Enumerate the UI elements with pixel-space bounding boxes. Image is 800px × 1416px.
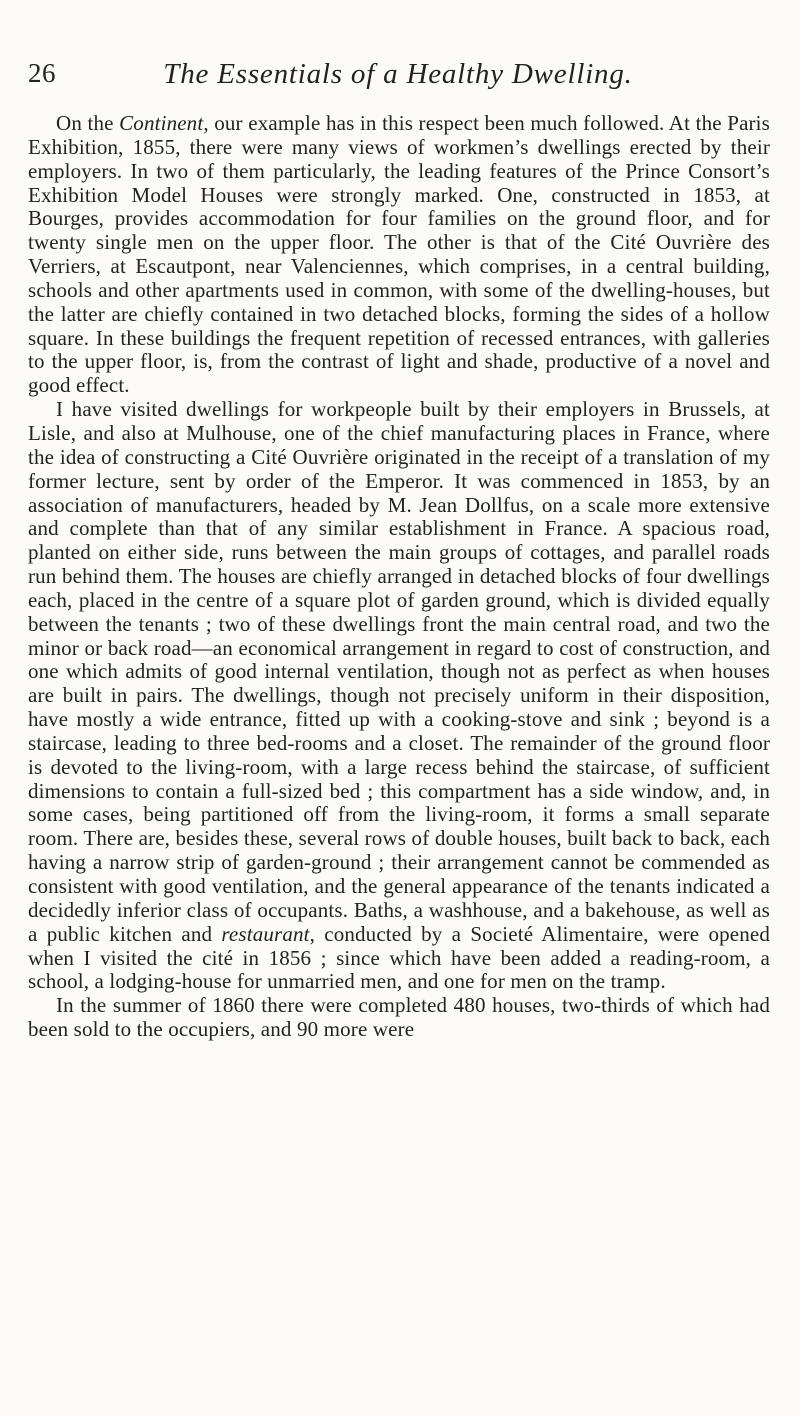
- italic-term: Continent: [119, 111, 204, 135]
- running-title: The Essentials of a Healthy Dwelling.: [163, 58, 633, 90]
- paragraph-text: , conducted by a Societé Alimentaire, were opened when I visited the cité in 1856 ; since which have been added a reading-room, a school, a lodging-house for unmarried men, and one for men on the tramp.: [28, 921, 770, 994]
- paragraph-text: I have visited dwellings for workpeople built by their employers in Brussels, at Lisle, and also at Mulhouse, one of the chief manufacturing places in France, where the idea of constructing a Cité Ouvrière originated in the receipt of a translation of my former lecture, sent by order of the Emperor. It was commenced in 1853, by an association of manufacturers, headed by M. Jean Dollfus, on a scale more extensive and complete than that of any similar establishment in France. A spacious road, planted on either side, runs between the main groups of cottages, and parallel roads run behind them. The houses are chiefly arranged in detached blocks of four dwellings each, placed in the centre of a square plot of garden ground, which is divided equally between the tenants ; two of these dwellings front the main central road, and two the minor or back road—an economical arrangement in regard to cost of construction, and one which admits of good internal ventilation, though not as perfect as when houses are built in pairs. The dwellings, though not precisely uniform in their disposition, have mostly a wide entrance, fitted up with a cooking-stove and sink ; beyond is a staircase, leading to three bed-rooms and a closet. The remainder of the ground floor is devoted to the living-room, with a large recess behind the staircase, of sufficient dimensions to contain a full-sized bed ; this compartment has a side window, and, in some cases, being partitioned off from the living-room, it forms a small separate room. There are, besides these, several rows of double houses, built back to back, each having a narrow strip of garden-ground ; their arrangement cannot be commended as consistent with good ventilation, and the general appearance of the tenants indicated a decidedly inferior class of occupants. Baths, a washhouse, and a bakehouse, as well as a public kitchen and: [28, 397, 770, 946]
- page-number: 26: [28, 58, 56, 88]
- paragraph-text: On the: [56, 111, 120, 135]
- page-header: [28, 58, 768, 98]
- italic-term: restaurant: [221, 921, 310, 946]
- paragraph-text: In the summer of 1860 there were completed 480 houses, two-thirds of which had been sold to the occupiers, and 90 more were: [28, 993, 770, 1042]
- paragraph-1860: [28, 994, 770, 1042]
- paragraph-text: , our example has in this respect been much followed. At the Paris Exhibition, 1855, there were many views of workmen’s dwellings erected by their employers. In two of them particularly, the leading features of the Prince Consort’s Exhibition Model Houses were strongly marked. One, constructed in 1853, at Bourges, provides accommodation for four families on the ground floor, and for twenty single men on the upper floor. The other is that of the Cité Ouvrière des Verriers, at Escautpont, near Valenciennes, which comprises, in a central building, schools and other apartments used in common, with some of the dwelling-houses, but the latter are chiefly contained in two detached blocks, forming the sides of a hollow square. In these buildings the frequent repetition of recessed entrances, with galleries to the upper floor, is, from the contrast of light and shade, productive of a novel and good effect.: [28, 111, 770, 398]
- body-text: [28, 112, 770, 1042]
- paragraph-continent: [28, 112, 770, 398]
- paragraph-mulhouse: [28, 398, 770, 994]
